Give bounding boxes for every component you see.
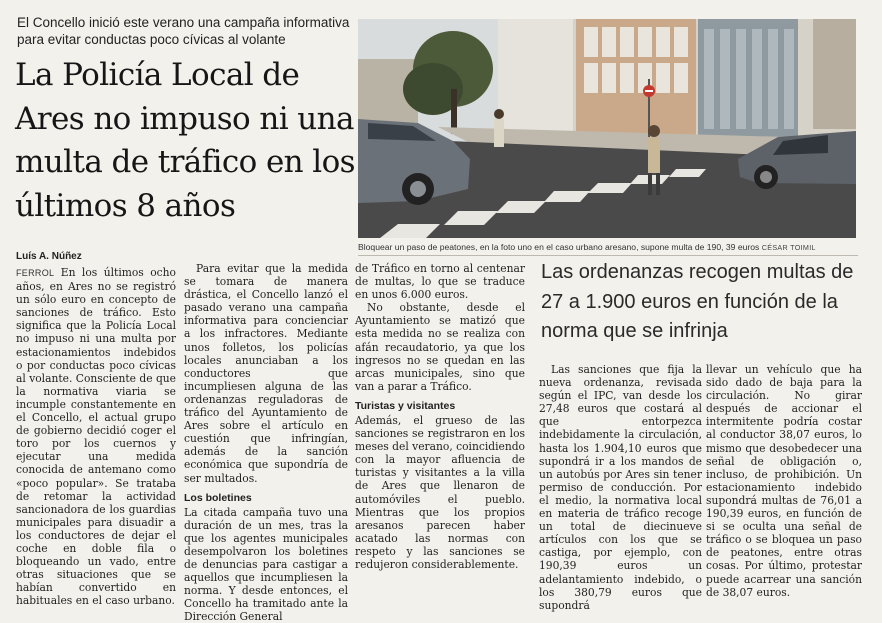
column-3-paragraph: de Tráfico en torno al centenar de multas, lo que se traduce en unos 6.000 euros. (355, 262, 525, 302)
article-column-3 (355, 262, 525, 571)
photo-caption (358, 241, 858, 254)
caption-rule (358, 255, 858, 256)
subhead-boletines: Los boletines (184, 491, 252, 504)
article-column-1 (16, 250, 176, 607)
article-column-2 (184, 262, 348, 623)
subhead-turistas: Turistas y visitantes (355, 399, 456, 412)
column-1-text: En los últimos ocho años, en Ares no se registró un sólo euro en concepto de sanciones de tráfico. Esto significa que la Policía Local no impuso ni una multa por estacionamientos indebidos o por conductas poco cívicas al volante. Consciente de que la normativa viaria se incumple constantemente en el Concello, el actual grupo de gobierno decidió coger el toro por los cuernos y ejecutar una medida conocida de antemano como «poco popular». Se trataba de retomar la actividad sancionadora de los guardias municipales para disuadir a los conductores de dejar el coche en doble fila o bloqueando un vado, entre otras situaciones que se habían convertido en habituales en el caso urbano. (16, 266, 176, 608)
article-column-5 (706, 363, 862, 599)
article-photo (358, 19, 856, 238)
column-5-paragraph: llevar un vehículo que ha sido dado de baja para la circulación. No girar después de accionar el intermitente podría costar al conductor 38,07 euros, lo mismo que desobedecer una señal de obligación o, incluso, de prohibición. Un estacionamiento indebido supondrá multas de 76,01 a 190,39 euros, en función de si se oculta una señal de tráfico o se bloquea un paso de peatones, entre otras cosas. Por último, protestar puede acarrear una sanción de 38,07 euros. (706, 363, 862, 599)
pull-quote: Las ordenanzas recogen multas de 27 a 1.900 euros en función de la norma que se infrinja (541, 261, 854, 342)
column-2-paragraph: Para evitar que la medida se tomara de manera drástica, el Concello lanzó el pasado verano una campaña informativa para concienciar a los infractores. Mediante unos folletos, los policías locales anunciaban a los conductores que incumpliesen alguna de las ordenanzas reguladoras de tráfico del Ayuntamiento de Ares sobre el artículo en cuestión que infringían, además de la sanción económica que supondría de ser multados. (184, 262, 348, 485)
byline: Luís A. Núñez (16, 251, 82, 262)
caption-text: Bloquear un paso de peatones, en la foto uno en el caso urbano aresano, supone multa de 190, 39 euros (358, 242, 760, 252)
article-kicker: El Concello inició este verano una campaña informativa para evitar conductas poco cívicas al volante (17, 15, 350, 47)
article-headline: La Policía Local de Ares no impuso ni una multa de tráfico en los últimos 8 años (15, 57, 355, 224)
column-3c-paragraph: Además, el grueso de las sanciones se registraron en los meses del verano, coincidiendo con la mayor afluencia de turistas y visitantes a la villa de Ares que llenaron de automóviles el pueblo. Mientras que los propios aresanos parecen haber acatado las normas con respeto y las sanciones se redujeron considerablemente. (355, 413, 525, 571)
dateline-location: FERROL (16, 268, 55, 278)
column-4-paragraph: Las sanciones que fija la nueva ordenanza, revisada según el IPC, van desde los 27,48 euros que costará al que entorpezca indebidamente la circulación, hasta los 1.904,10 euros que supondrá ir a los mandos de un autobús por Ares sin tener permiso de conducción. Por el medio, la normativa local en materia de tráfico recoge un total de diecinueve artículos con los que se castiga, por ejemplo, con 190,39 euros un adelantamiento indebido, o los 380,79 euros que supondrá (539, 363, 702, 612)
photo-credit: CÉSAR TOIMIL (761, 243, 816, 252)
column-2b-paragraph: La citada campaña tuvo una duración de un mes, tras la que los agentes municipales desempolvaron los boletines de denuncias para castigar a aquellos que incumpliesen la norma. Y desde entonces, el Concello ha tramitado ante la Dirección General (184, 505, 348, 623)
column-3b-paragraph: No obstante, desde el Ayuntamiento se matizó que esta medida no se realiza con afán recaudatorio, ya que los ingresos no se quedan en las arcas municipales, sino que van a parar a Tráfico. (355, 301, 525, 393)
column-1-paragraph (16, 266, 176, 607)
article-column-4 (539, 363, 702, 612)
